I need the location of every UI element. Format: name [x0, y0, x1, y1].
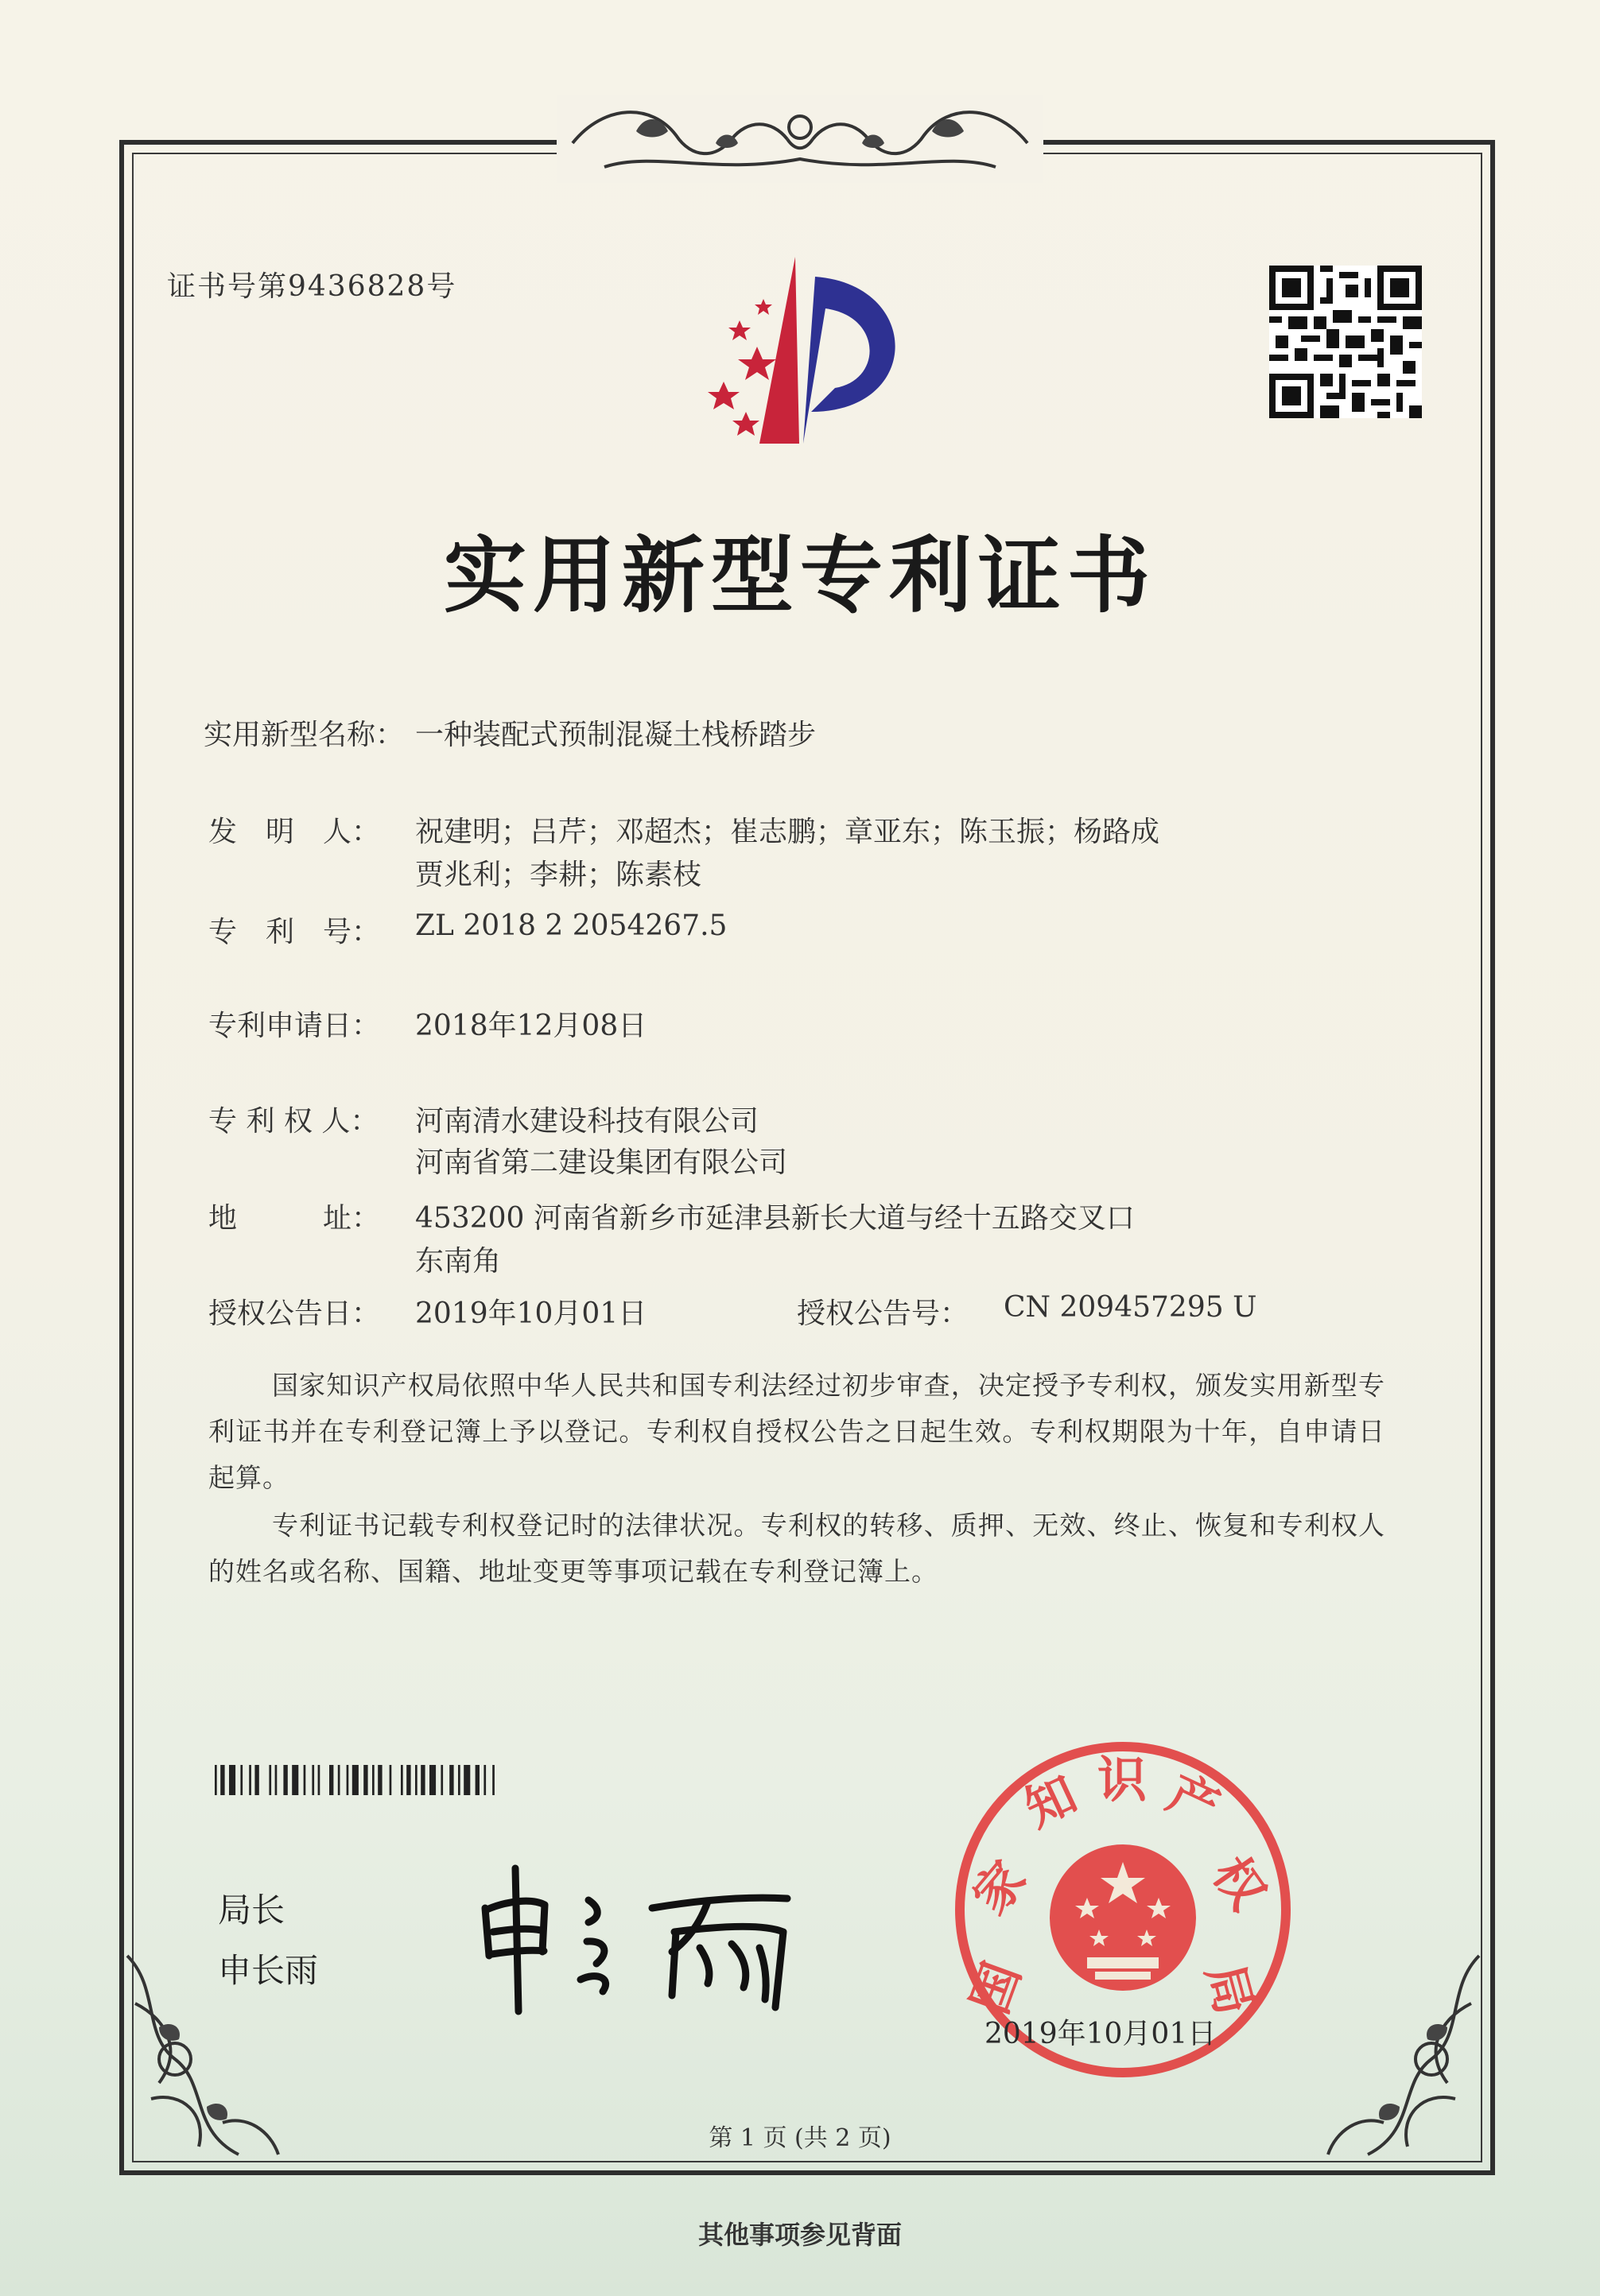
name-value: 一种装配式预制混凝土栈桥踏步: [415, 719, 817, 751]
barcode-bar: [406, 1765, 410, 1795]
barcode-bar: [464, 1765, 470, 1795]
qr-code: [1269, 264, 1422, 420]
director-title: 局长: [218, 1891, 285, 1929]
grant-number-label: 授权公告号：: [797, 1297, 969, 1330]
address-line-1: 453200 河南省新乡市延津县新长大道与经十五路交叉口: [415, 1202, 1135, 1235]
inventor-line-2: 贾兆利；李耕；陈素枝: [415, 859, 702, 891]
top-ornament: [557, 95, 1043, 183]
seal-date: 2019年10月01日: [984, 2018, 1217, 2050]
legal-paragraph-2: 专利证书记载专利权登记时的法律状况。专利权的转移、质押、无效、终止、恢复和专利权人的姓名或名称、国籍、地址变更等事项记载在专利登记簿上。: [208, 1510, 1385, 1587]
barcode-bar: [401, 1765, 403, 1795]
barcode-bar: [421, 1765, 425, 1795]
director-signature: [469, 1852, 811, 2019]
barcode-bar: [347, 1765, 349, 1795]
certificate-number: 证书号第9436828号: [167, 270, 457, 303]
barcode-bar: [415, 1765, 417, 1795]
page-indicator: 第 1 页 (共 2 页): [709, 2124, 891, 2152]
barcode-bar: [352, 1765, 359, 1795]
barcode-bar: [220, 1765, 224, 1795]
filing-date-label: 专利申请日：: [208, 1010, 381, 1042]
barcode-bar: [429, 1765, 436, 1795]
barcode-bar: [318, 1765, 320, 1795]
patentee-label: 专 利 权 人：: [208, 1105, 379, 1138]
barcode-bar: [449, 1765, 453, 1795]
inventor-label: 发 明 人：: [208, 816, 381, 848]
inventor-line-1: 祝建明；吕芹；邓超杰；崔志鹏；章亚东；陈玉振；杨路成: [415, 816, 1160, 848]
patentee-line-2: 河南省第二建设集团有限公司: [415, 1146, 788, 1179]
barcode-bar: [363, 1765, 367, 1795]
certificate-title: 实用新型专利证书: [443, 526, 1156, 624]
legal-paragraph-1: 国家知识产权局依照中华人民共和国专利法经过初步审查，决定授予专利权，颁发实用新型专利证书并在专利登记簿上予以登记。专利权自授权公告之日起生效。专利权期限为十年，自申请日起算。: [208, 1370, 1385, 1493]
patentee-line-1: 河南清水建设科技有限公司: [415, 1105, 759, 1138]
barcode-bar: [312, 1765, 314, 1795]
seal-char-4: 识: [1097, 1751, 1148, 1809]
barcode-bar: [338, 1765, 340, 1795]
grant-number-value: CN 209457295 U: [1004, 1291, 1257, 1324]
seal-char-6: 权: [1201, 1846, 1278, 1920]
address-label: 地 址：: [208, 1202, 381, 1235]
grant-date-value: 2019年10月01日: [415, 1297, 647, 1330]
barcode-bar: [229, 1765, 235, 1795]
barcode-bar: [378, 1765, 382, 1795]
seal-char-2: 家: [961, 1849, 1038, 1926]
barcode-bar: [283, 1765, 287, 1795]
barcode-bar: [372, 1765, 375, 1795]
barcode-bar: [292, 1765, 298, 1795]
address-line-2: 东南角: [415, 1245, 502, 1278]
patent-number-value: ZL 2018 2 2054267.5: [415, 909, 728, 942]
barcode-bar: [458, 1765, 460, 1795]
patent-office-logo-icon: [684, 253, 930, 452]
barcode-bar: [275, 1765, 278, 1795]
barcode-bar: [390, 1765, 392, 1795]
seal-char-1: 国: [960, 1954, 1032, 2022]
grant-date-label: 授权公告日：: [208, 1297, 381, 1330]
barcode-bar: [269, 1765, 271, 1795]
barcode-bar: [483, 1765, 486, 1795]
barcode-bar: [249, 1765, 251, 1795]
barcode-bar: [240, 1765, 243, 1795]
barcode-bar: [215, 1765, 217, 1795]
back-note: 其他事项参见背面: [697, 2220, 902, 2250]
seal-char-3: 知: [1016, 1764, 1085, 1839]
director-name: 申长雨: [218, 1951, 319, 1990]
seal-char-5: 产: [1159, 1763, 1229, 1837]
patent-number-label: 专 利 号：: [208, 916, 381, 948]
barcode-bar: [476, 1765, 480, 1795]
barcode-bar: [329, 1765, 333, 1795]
barcode-bar: [254, 1765, 258, 1795]
barcode-bar: [492, 1765, 495, 1795]
barcode: [215, 1765, 611, 1795]
barcode-bar: [441, 1765, 443, 1795]
seal-char-7: 局: [1195, 1957, 1264, 2021]
barcode-bar: [304, 1765, 306, 1795]
name-label: 实用新型名称：: [204, 719, 405, 751]
filing-date-value: 2018年12月08日: [415, 1010, 647, 1042]
